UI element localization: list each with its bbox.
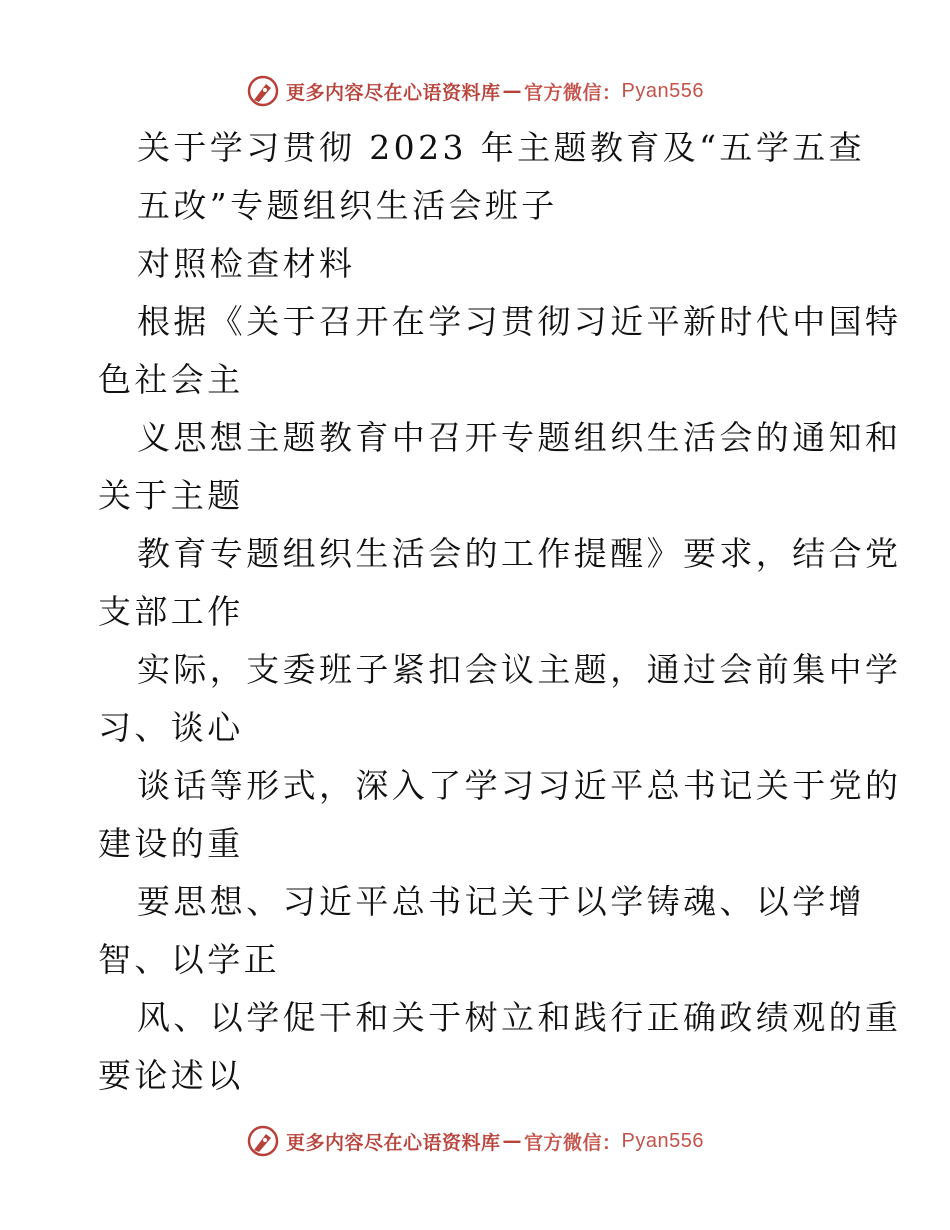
title-line-3: 对照检查材料: [137, 244, 356, 283]
pen-nib-logo-icon: [246, 74, 280, 108]
watermark-label: 官方微信：: [524, 1131, 622, 1154]
paragraph-line: 义思想主题教育中召开专题组织生活会的通知和: [137, 418, 902, 457]
paragraph-line: 教育专题组织生活会的工作提醒》要求，结合党: [137, 534, 902, 573]
paragraph-line: 智、以学正: [98, 940, 280, 979]
watermark-label: 官方微信：: [524, 81, 622, 104]
paragraph-line: 支部工作: [98, 592, 244, 631]
paragraph-line: 实际，支委班子紧扣会议主题，通过会前集中学: [137, 650, 902, 689]
watermark-dash: —: [502, 80, 523, 102]
paragraph-line: 谈话等形式，深入了学习习近平总书记关于党的: [137, 766, 902, 805]
header-watermark: [0, 71, 950, 111]
watermark-wechat-id: Pyan556: [621, 1129, 704, 1152]
watermark-wechat-id: Pyan556: [621, 79, 704, 102]
watermark-brand-text: 更多内容尽在心语资料库: [286, 1131, 501, 1154]
footer-watermark: [0, 1121, 950, 1161]
title-line-2: 五改”专题组织生活会班子: [137, 186, 558, 225]
paragraph-line: 风、以学促干和关于树立和践行正确政绩观的重: [137, 998, 902, 1037]
paragraph-line: 要思想、习近平总书记关于以学铸魂、以学增: [137, 882, 865, 921]
pen-nib-logo-icon: [246, 1124, 280, 1158]
paragraph-line: 色社会主: [98, 360, 244, 399]
watermark-dash: —: [502, 1130, 523, 1152]
paragraph-line: 根据《关于召开在学习贯彻习近平新时代中国特: [137, 302, 902, 341]
watermark-brand-text: 更多内容尽在心语资料库: [286, 81, 501, 104]
title-line-1: 关于学习贯彻 2023 年主题教育及“五学五查: [137, 128, 866, 167]
paragraph-line: 习、谈心: [98, 708, 244, 747]
paragraph-line: 要论述以: [98, 1056, 244, 1095]
paragraph-line: 建设的重: [98, 824, 244, 863]
paragraph-line: 关于主题: [98, 476, 244, 515]
